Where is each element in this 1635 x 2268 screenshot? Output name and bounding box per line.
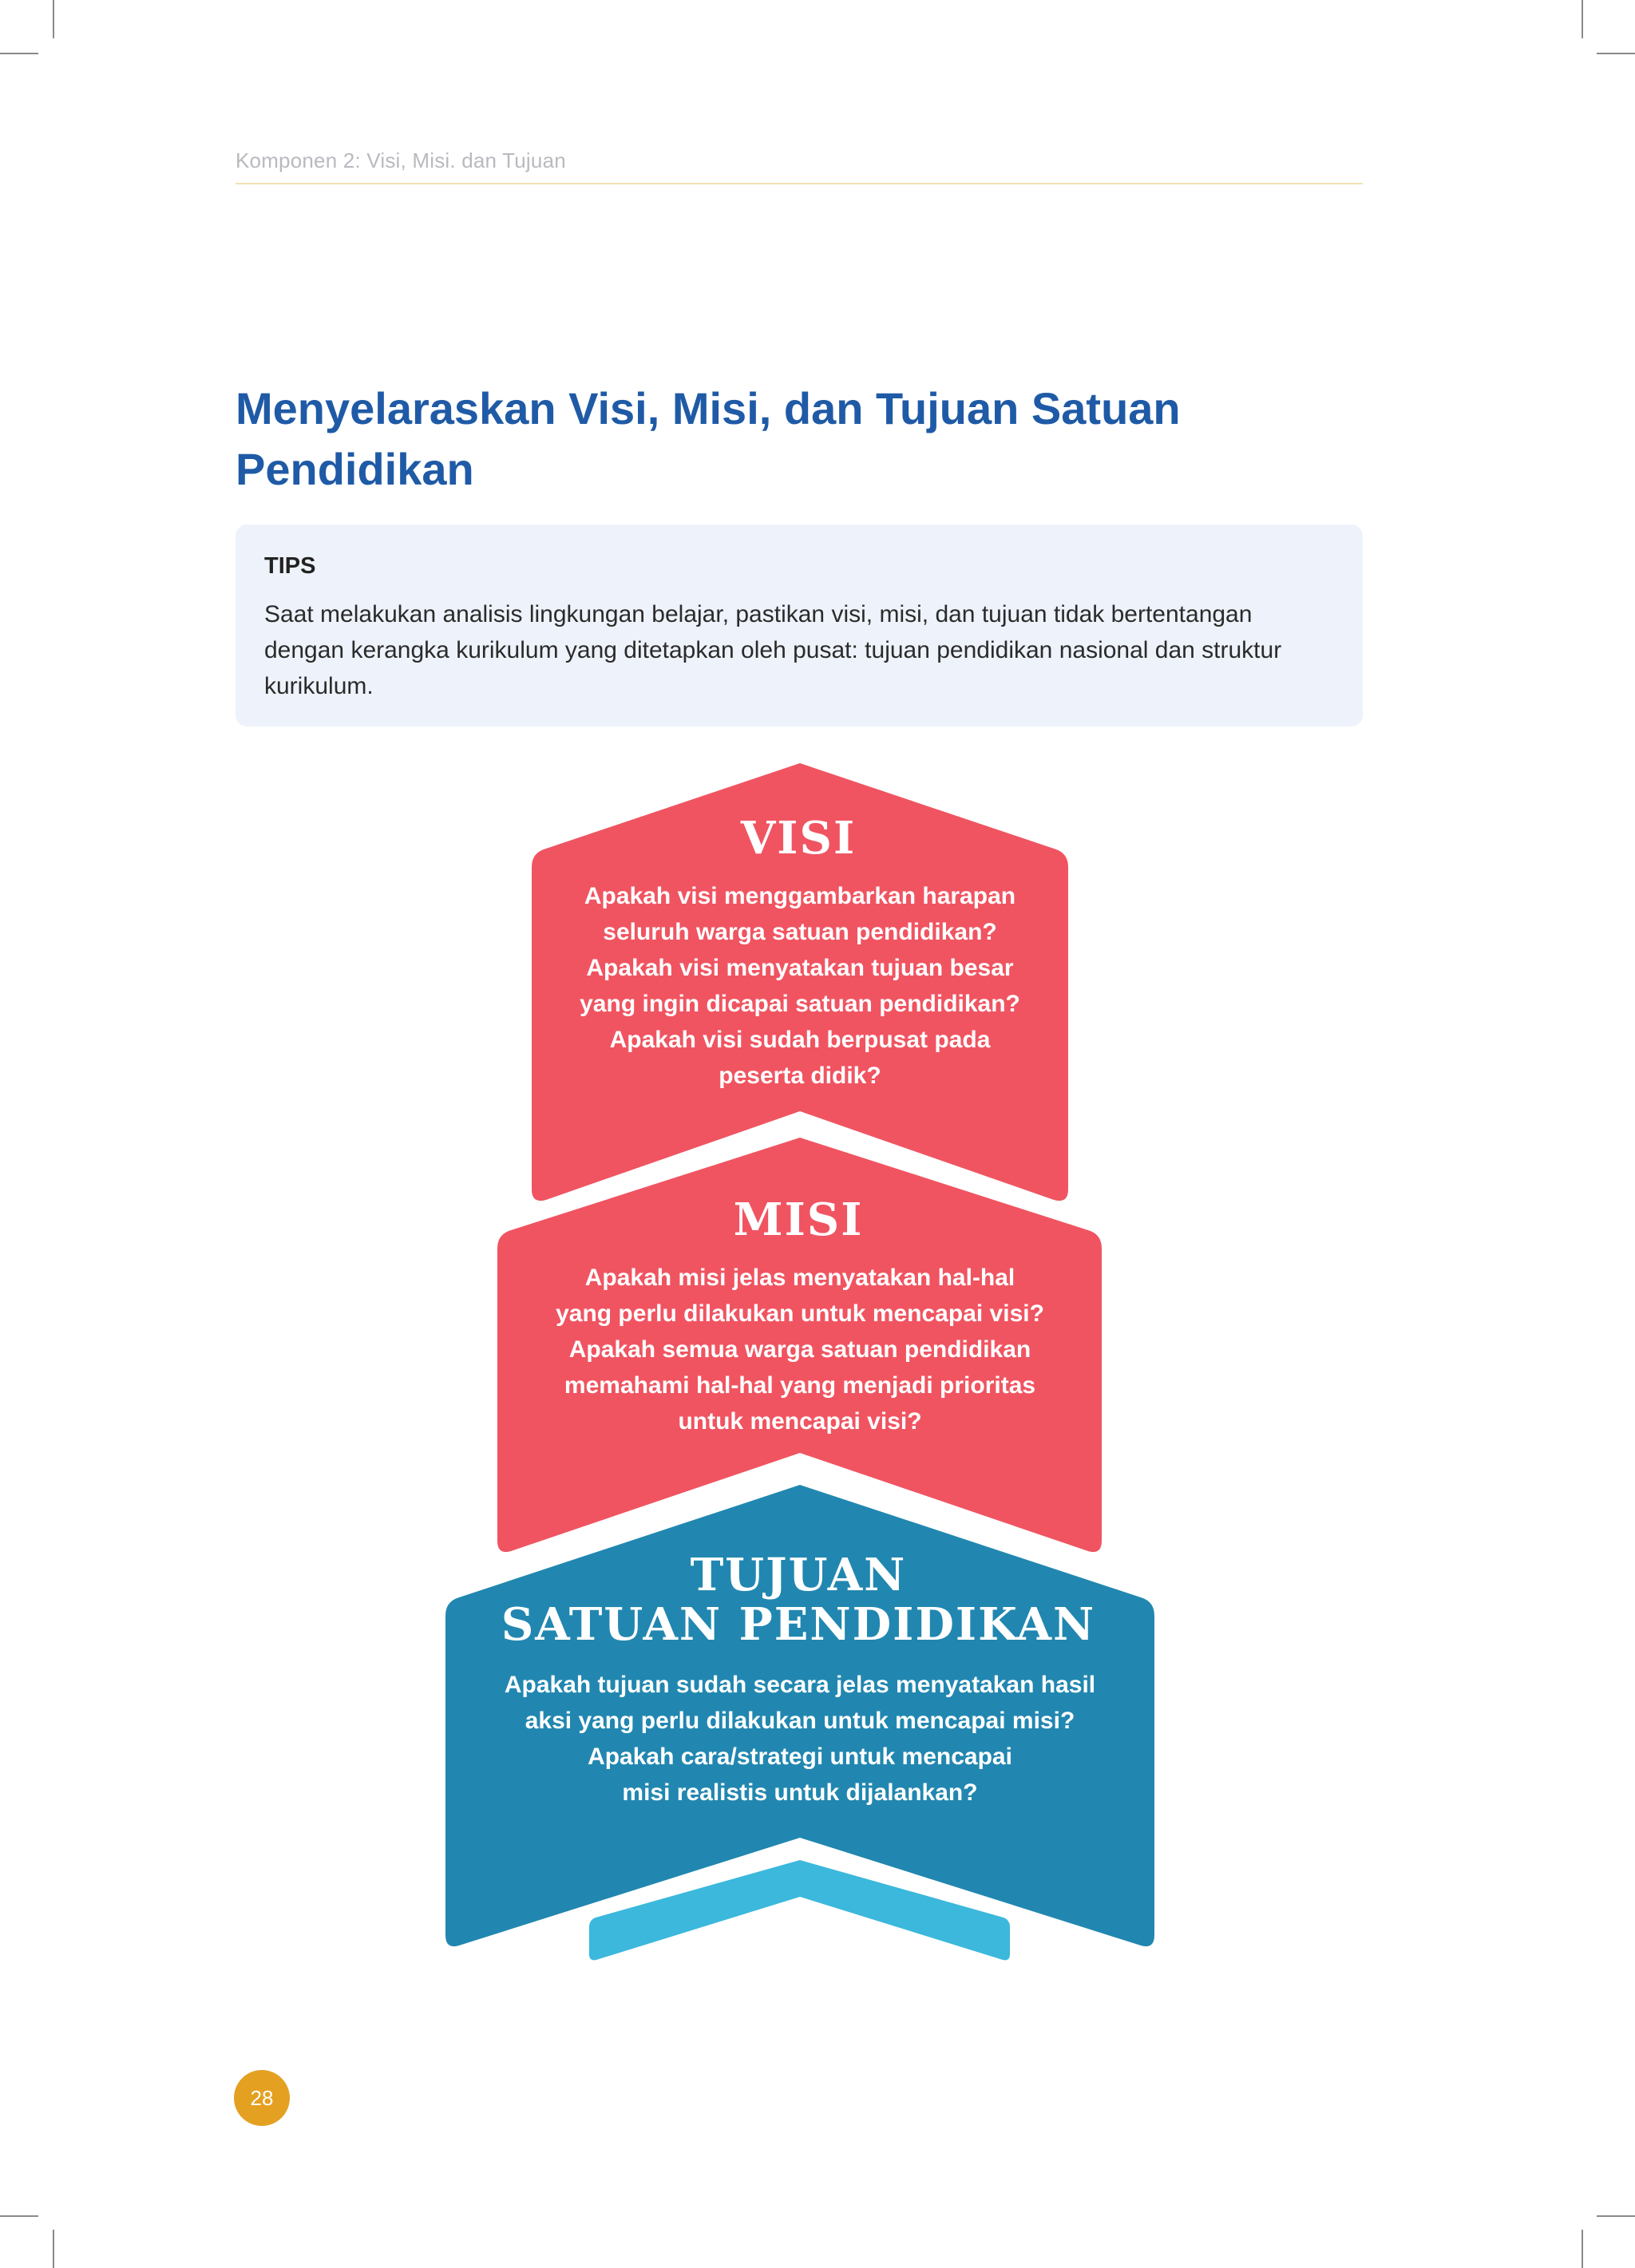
- tujuan-body: Apakah tujuan sudah secara jelas menyatakan hasil aksi yang perlu dilakukan untuk mencapai misi? Apakah cara/strategi untuk mencapai misi realistis untuk dijalankan?: [504, 1672, 1096, 1806]
- running-head: Komponen 2: Visi, Misi. dan Tujuan: [236, 148, 566, 172]
- misi-title: MISI: [733, 1193, 864, 1246]
- tujuan-title: TUJUAN SATUAN PENDIDIKAN: [501, 1549, 1096, 1651]
- page-title: Menyelaraskan Visi, Misi, dan Tujuan Satuan Pendidikan: [236, 383, 1181, 494]
- misi-body: Apakah misi jelas menyatakan hal-hal yang perlu dilakukan untuk mencapai visi? Apakah semua warga satuan pendidikan memahami hal-hal yang menjadi prioritas untuk mencapai visi?: [556, 1265, 1044, 1435]
- page-number-badge: 28: [234, 2070, 290, 2126]
- visi-title: VISI: [740, 812, 857, 865]
- tips-label: TIPS: [264, 553, 316, 579]
- tips-text: Saat melakukan analisis lingkungan belajar, pastikan visi, misi, dan tujuan tidak bertentangan dengan kerangka kurikulum yang ditetapkan oleh pusat: tujuan pendidikan nasional dan struktur kurikulum.: [264, 601, 1282, 699]
- visi-body: Apakah visi menggambarkan harapan seluruh warga satuan pendidikan? Apakah visi menyatakan tujuan besar yang ingin dicapai satuan pendidikan? Apakah visi sudah berpusat pada peserta didik?: [580, 883, 1020, 1089]
